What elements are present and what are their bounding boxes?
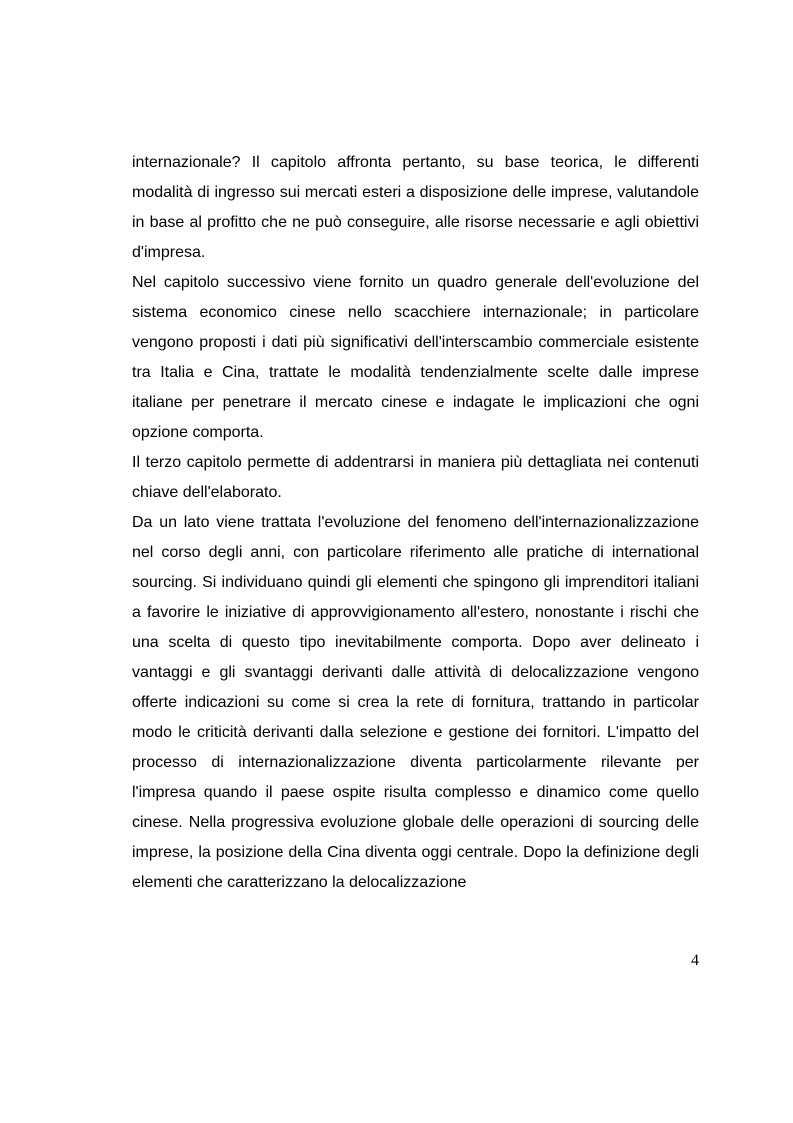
paragraph-1: internazionale? Il capitolo affronta pertanto, su base teorica, le differenti modalità di ingresso sui mercati esteri a disposizione delle imprese, valutandole in base al profitto che ne può conseguire, alle risorse necessarie e agli obiettivi d'impresa.	[132, 154, 699, 261]
paragraph-3: Il terzo capitolo permette di addentrarsi in maniera più dettagliata nei contenuti chiave dell'elaborato.	[132, 454, 699, 501]
page-number: 4	[691, 952, 699, 969]
body-text	[132, 148, 699, 898]
paragraph-4: Da un lato viene trattata l'evoluzione del fenomeno dell'internazionalizzazione nel corso degli anni, con particolare riferimento alle pratiche di international sourcing. Si individuano quindi gli elementi che spingono gli imprenditori italiani a favorire le iniziative di approvvigionamento all'estero, nonostante i rischi che una scelta di questo tipo inevitabilmente comporta. Dopo aver delineato i vantaggi e gli svantaggi derivanti dalle attività di delocalizzazione vengono offerte indicazioni su come si crea la rete di fornitura, trattando in particolar modo le criticità derivanti dalla selezione e gestione dei fornitori. L'impatto del processo di internazionalizzazione diventa particolarmente rilevante per l'impresa quando il paese ospite risulta complesso e dinamico come quello cinese. Nella progressiva evoluzione globale delle operazioni di sourcing delle imprese, la posizione della Cina diventa oggi centrale. Dopo la definizione degli elementi che caratterizzano la delocalizzazione	[132, 514, 699, 891]
paragraph-2: Nel capitolo successivo viene fornito un quadro generale dell'evoluzione del sistema economico cinese nello scacchiere internazionale; in particolare vengono proposti i dati più significativi dell'interscambio commerciale esistente tra Italia e Cina, trattate le modalità tendenzialmente scelte dalle imprese italiane per penetrare il mercato cinese e indagate le implicazioni che ogni opzione comporta.	[132, 274, 699, 441]
